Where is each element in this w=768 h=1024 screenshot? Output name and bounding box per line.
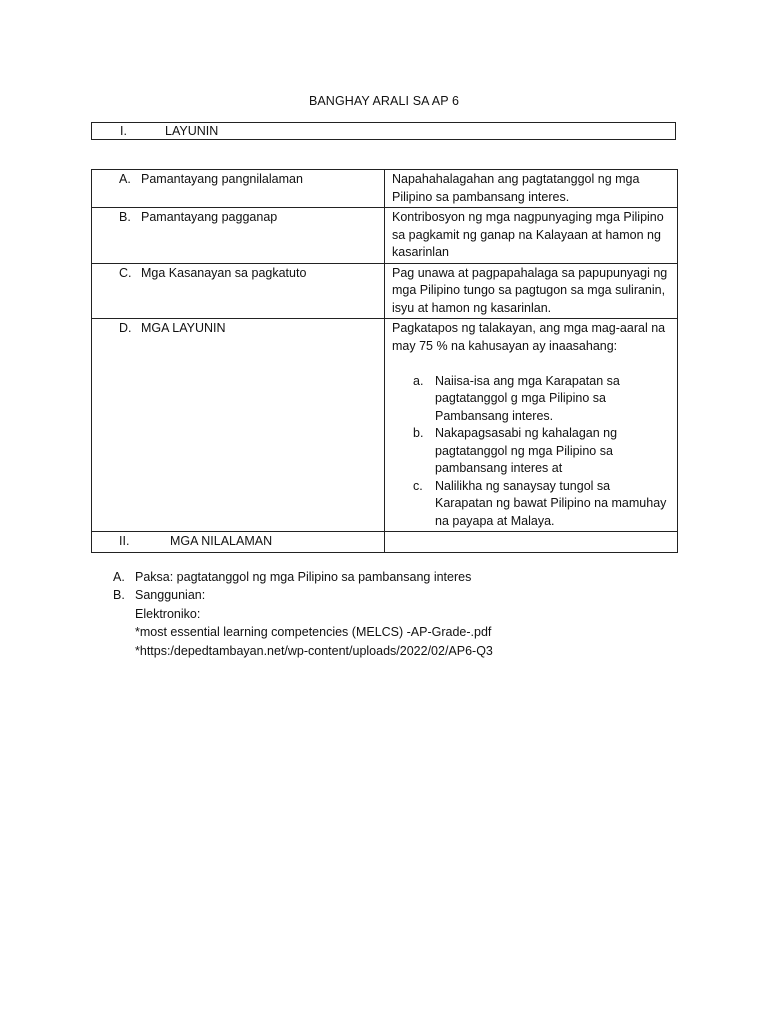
list-item xyxy=(392,478,671,531)
row-b-label-cell xyxy=(92,208,385,264)
list-item xyxy=(392,425,671,478)
table-row xyxy=(92,170,678,208)
list-item xyxy=(113,586,673,604)
row-a-label-cell xyxy=(92,170,385,208)
row-d-label: MGA LAYUNIN xyxy=(141,321,226,335)
reference-item: *most essential learning competencies (MELCS) -AP-Grade-.pdf xyxy=(135,625,492,640)
list-item xyxy=(113,568,673,586)
row-d-letter: D. xyxy=(119,321,132,335)
row-a-letter: A. xyxy=(119,172,131,186)
table-row xyxy=(92,532,678,553)
row-d-content-cell xyxy=(385,319,678,532)
row-b-content: Kontribosyon ng mga nagpunyaging mga Pilipino sa pagkamit ng ganap na Kalayaan at hamon ng kasarinlan xyxy=(385,208,678,264)
row-c-label: Mga Kasanayan sa pagkatuto xyxy=(141,265,307,280)
row-b-letter: B. xyxy=(119,210,131,224)
objective-text: Naiisa-isa ang mga Karapatan sa pagtatanggol g mga Pilipino sa Pambansang interes. xyxy=(435,373,620,423)
table-row xyxy=(92,319,678,532)
section-i-label: LAYUNIN xyxy=(165,124,219,138)
sanggunian-text: Sanggunian: xyxy=(135,588,206,603)
objectives-intro: Pagkatapos ng talakayan, ang mga mag-aaral na may 75 % na kahusayan ay inaasahang: xyxy=(392,321,666,353)
content-items xyxy=(113,568,673,660)
lesson-plan-table xyxy=(91,169,678,553)
paksa-text: Paksa: pagtatanggol ng mga Pilipino sa pambansang interes xyxy=(135,570,472,584)
row-b-label: Pamantayang pagganap xyxy=(141,210,278,224)
reference-item: *https:/depedtambayan.net/wp-content/uploads/2022/02/AP6-Q3 xyxy=(135,643,493,658)
table-row xyxy=(92,208,678,264)
section-i-number: I. xyxy=(120,124,127,138)
row-c-content: Pag unawa at pagpapahalaga sa papupunyagi ng mga Pilipino tungo sa pagtugon sa mga suliranin, isyu at hamon ng kasarinlan. xyxy=(385,263,678,319)
row-c-label-cell xyxy=(92,263,385,319)
document-title: BANGHAY ARALI SA AP 6 xyxy=(308,94,460,108)
objective-text: Nalilikha ng sanaysay tungol sa Karapatan ng bawat Pilipino na mamuhay na payapa at Malaya. xyxy=(435,478,667,528)
list-item xyxy=(392,373,671,426)
table-row xyxy=(92,263,678,319)
elektroniko-label: Elektroniko: xyxy=(135,606,201,621)
objectives-list xyxy=(392,373,671,531)
objective-marker: a. xyxy=(413,373,424,388)
section-i-box xyxy=(91,122,676,140)
section-ii-cell xyxy=(92,532,385,553)
sanggunian-marker: B. xyxy=(113,588,125,603)
row-a-content: Napahahalagahan ang pagtatanggol ng mga Pilipino sa pambansang interes. xyxy=(385,170,678,208)
row-c-letter: C. xyxy=(119,265,132,280)
objective-marker: c. xyxy=(413,478,423,493)
section-ii-empty-cell xyxy=(385,532,678,553)
paksa-marker: A. xyxy=(113,570,125,584)
section-ii-label: MGA NILALAMAN xyxy=(170,534,273,548)
objective-text: Nakapagsasabi ng kahalagan ng pagtatanggol ng mga Pilipino sa pambansang interes at xyxy=(435,426,618,475)
objective-marker: b. xyxy=(413,426,424,440)
row-d-label-cell xyxy=(92,319,385,532)
row-a-label: Pamantayang pangnilalaman xyxy=(141,172,303,186)
section-ii-number: II. xyxy=(119,534,130,548)
